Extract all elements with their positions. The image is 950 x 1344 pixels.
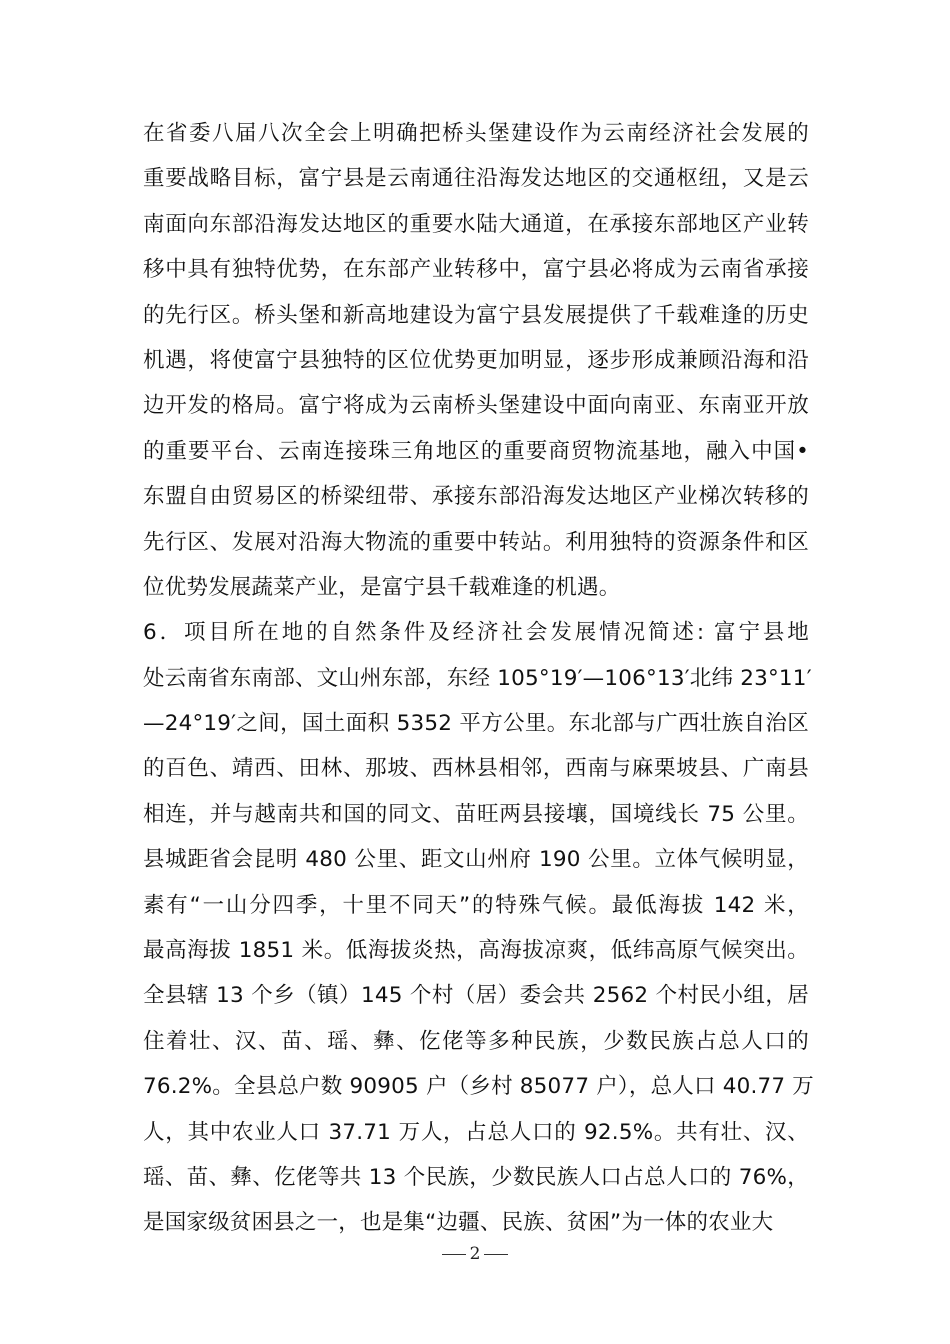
text-line: 处云南省东南部、文山州东部，东经 105°19′—106°13′北纬 23°11′ [143, 665, 812, 691]
page-footer [0, 1244, 950, 1264]
text-line: 的先行区。桥头堡和新高地建设为富宁县发展提供了千载难逢的历史 [143, 302, 809, 328]
text-line: 县城距省会昆明 480 公里、距文山州府 190 公里。立体气候明显， [143, 847, 809, 873]
text-line: 瑶、苗、彝、仡佬等共 13 个民族，少数民族人口占总人口的 76%， [143, 1164, 809, 1190]
text-line: 位优势发展蔬菜产业，是富宁县千载难逢的机遇。 [143, 574, 621, 600]
text-line: 相连，并与越南共和国的同文、苗旺两县接壤，国境线长 75 公里。 [143, 801, 809, 827]
footer-dash-right [484, 1254, 508, 1255]
text-line: 76.2%。全县总户数 90905 户（乡村 85077 户），总人口 40.77 万 [143, 1074, 814, 1100]
text-line: 南面向东部沿海发达地区的重要水陆大通道，在承接东部地区产业转 [143, 211, 809, 237]
text-line: 人，其中农业人口 37.71 万人，占总人口的 92.5%。共有壮、汉、 [143, 1119, 809, 1145]
text-line: 的百色、靖西、田林、那坡、西林县相邻，西南与麻栗坡县、广南县 [143, 756, 809, 782]
text-line: 素有“一山分四季，十里不同天”的特殊气候。最低海拔 142 米， [143, 892, 809, 918]
page-number: 2 [469, 1244, 481, 1264]
text-line: 先行区、发展对沿海大物流的重要中转站。利用独特的资源条件和区 [143, 529, 809, 555]
text-line: 是国家级贫困县之一，也是集“边疆、民族、贫困”为一体的农业大 [143, 1210, 774, 1236]
text-line: —24°19′之间，国土面积 5352 平方公里。东北部与广西壮族自治区 [143, 711, 809, 737]
text-line: 6．项目所在地的自然条件及经济社会发展情况简述: 富宁县地 [143, 620, 809, 646]
text-line: 东盟自由贸易区的桥梁纽带、承接东部沿海发达地区产业梯次转移的 [143, 484, 809, 510]
text-line: 最高海拔 1851 米。低海拔炎热，高海拔凉爽，低纬高原气候突出。 [143, 938, 809, 964]
text-line: 重要战略目标，富宁县是云南通往沿海发达地区的交通枢纽，又是云 [143, 166, 809, 192]
text-line: 边开发的格局。富宁将成为云南桥头堡建设中面向南亚、东南亚开放 [143, 393, 809, 419]
text-line: 全县辖 13 个乡（镇）145 个村（居）委会共 2562 个村民小组，居 [143, 983, 809, 1009]
text-line: 的重要平台、云南连接珠三角地区的重要商贸物流基地，融入中国• [143, 438, 809, 464]
text-line: 在省委八届八次全会上明确把桥头堡建设作为云南经济社会发展的 [143, 121, 809, 146]
text-line: 住着壮、汉、苗、瑶、彝、仡佬等多种民族，少数民族占总人口的 [143, 1028, 809, 1054]
text-line: 移中具有独特优势，在东部产业转移中，富宁县必将成为云南省承接 [143, 257, 809, 283]
text-line: 机遇，将使富宁县独特的区位优势更加明显，逐步形成兼顾沿海和沿 [143, 347, 809, 373]
body-text [143, 111, 814, 1246]
footer-dash-left [442, 1254, 466, 1255]
